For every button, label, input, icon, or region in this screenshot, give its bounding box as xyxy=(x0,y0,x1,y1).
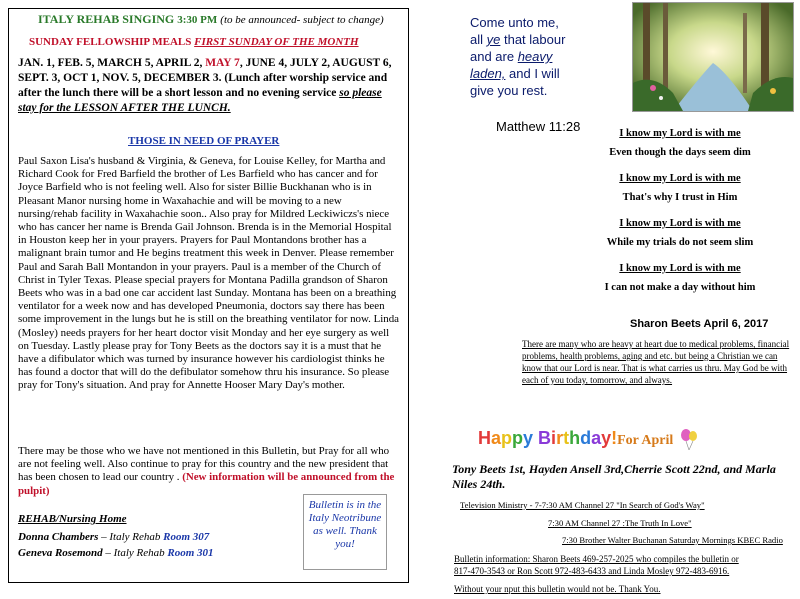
verse-line xyxy=(470,48,625,65)
info-line: Bulletin information: Sharon Beets 469-257-2025 who compiles the bulletin or xyxy=(454,554,739,564)
verse-line xyxy=(470,65,625,82)
rehab-singing-title: ITALY REHAB SINGING xyxy=(38,12,175,26)
birthday-letter: y xyxy=(523,428,534,448)
verse-line xyxy=(470,31,625,48)
rehab-row xyxy=(18,547,214,559)
birthday-names: Tony Beets 1st, Hayden Ansell 3rd,Cherrie Scott 22nd, and Marla Niles 24th. xyxy=(452,462,776,491)
poem-line: While my trials do not seem slim xyxy=(606,237,754,248)
balloons-icon xyxy=(678,428,700,450)
info-line: Without your nput this bulletin would not be. Thank You. xyxy=(454,584,661,594)
rehab-singing-line xyxy=(38,12,384,27)
verse-line: Come unto me, xyxy=(470,15,559,30)
rehab-name: Geneva Rosemond xyxy=(18,547,103,559)
dates-may: MAY 7 xyxy=(205,57,240,69)
forest-stream-picture xyxy=(632,2,794,112)
birthday-letter: i xyxy=(551,428,557,448)
tv-line: 7:30 AM Channel 27 :The Truth In Love" xyxy=(548,518,692,528)
dates-before-may: JAN. 1, FEB. 5, MARCH 5, APRIL 2, xyxy=(18,57,203,69)
prayer-closing-red: (New information will be announced from the pulpit) xyxy=(18,471,395,497)
for-april-text: For April xyxy=(617,433,674,448)
verse-part: ye xyxy=(486,32,501,47)
rehab-row xyxy=(18,531,209,543)
rehab-singing-note: (to be announced- subject to change) xyxy=(220,14,384,26)
verse-part: and I will xyxy=(505,66,560,81)
verse-part: all xyxy=(470,32,487,47)
rehab-nursing-heading: REHAB/Nursing Home xyxy=(18,513,127,525)
birthday-letter: d xyxy=(580,428,592,448)
verse-part: and are xyxy=(470,49,518,64)
rehab-singing-time: 3:30 PM xyxy=(177,14,218,26)
dates-underlined: so please stay for the LESSON AFTER THE LUNCH. xyxy=(18,87,382,114)
verse-reference: Matthew 11:28 xyxy=(496,119,581,134)
birthday-letter: B xyxy=(538,428,552,448)
poem-line: Even though the days seem dim xyxy=(609,147,751,158)
birthday-letter: a xyxy=(491,428,502,448)
birthday-letter: h xyxy=(569,428,581,448)
birthday-letter: a xyxy=(591,428,602,448)
prayer-heading: THOSE IN NEED OF PRAYER xyxy=(128,135,280,147)
heavy-heart-text: There are many who are heavy at heart due to medical problems, financial problems, health problems, aging and etc. but being a Christian we can know that our Lord is near. That is what carries us thru. May God be with each of you today, tomorrow, and always. xyxy=(522,339,790,385)
birthday-letter: H xyxy=(478,428,491,448)
rehab-place: – Italy Rehab xyxy=(105,547,165,559)
rehab-place: – Italy Rehab xyxy=(101,531,161,543)
birthday-banner xyxy=(478,428,700,450)
birthday-letter: r xyxy=(556,428,564,448)
poem-line: I can not make a day without him xyxy=(604,282,756,293)
poem-line: I know my Lord is with me xyxy=(619,128,741,139)
fellowship-line xyxy=(29,36,359,48)
dates-after-may: , JUNE 4, JULY 2, AUGUST 6, SEPT. 3, OCT 1, NOV. 5, DECEMBER 3. (Lunch after worship service and after the lunch there will be a short lesson and no evening service xyxy=(18,57,392,99)
birthday-letter: ! xyxy=(611,428,618,448)
verse-part: laden, xyxy=(470,66,506,81)
verse-part: heavy xyxy=(517,49,553,64)
poem-line: I know my Lord is with me xyxy=(619,218,741,229)
poem-line: I know my Lord is with me xyxy=(619,263,741,274)
rehab-room: Room 307 xyxy=(163,531,210,543)
fellowship-label: SUNDAY FELLOWSHIP MEALS xyxy=(29,36,192,48)
poem-line: I know my Lord is with me xyxy=(619,173,741,184)
happy-birthday-text xyxy=(478,428,617,448)
birthday-letter: y xyxy=(601,428,612,448)
meal-dates xyxy=(18,56,398,116)
verse-line: give you rest. xyxy=(470,83,548,98)
birthday-letter: t xyxy=(563,428,570,448)
prayer-closing xyxy=(18,445,400,498)
bulletin-note: Bulletin is in the Italy Neotribune as well. Thank you! xyxy=(303,494,387,570)
forest-painting-icon xyxy=(633,3,793,111)
rehab-room: Room 301 xyxy=(167,547,214,559)
bible-verse xyxy=(470,14,625,99)
fellowship-sub: FIRST SUNDAY OF THE MONTH xyxy=(194,36,359,48)
verse-part: that labour xyxy=(500,32,566,47)
birthday-letter: p xyxy=(501,428,513,448)
poem xyxy=(560,124,800,297)
rehab-name: Donna Chambers xyxy=(18,531,99,543)
birthday-letter: p xyxy=(512,428,524,448)
tv-line: Television Ministry - 7-7:30 AM Channel 27 "In Search of God's Way" xyxy=(460,500,705,510)
prayer-closing-text: There may be those who we have not mentioned in this Bulletin, but Pray for all who are not feeling well. Also continue to pray for this country and the new president that has been chosen to lead our country . xyxy=(18,445,390,484)
prayer-body: Paul Saxon Lisa's husband & Virginia, & Geneva, for Louise Kelley, for Martha and Richard Cook for Fred Barfield the brother of Les Barfield who has cancer and for Joyce Barfield who is not feeling well. Also for sister Billie Buckhanan who is in Pleasant Manor nursing home in Waxahachie and will be moving to a new nursing/rehab facility in Waxahachie soon.. Also pray for Mildred Leckiwiczs's niece who has cancer her name is Brenda Gail Johnson. Brenda is in the Memorial Hospital in Houston keep her in your prayers. Prayers for Paul Montandons brother has a malignant brain tumor and He begins treatment this week in Denver. Please remember Paul and Sarah Ball Montandon in your prayers. Paul is a member of the Church of Christ in Tyler Texas. Please special prayers for Montana Padilla grandson of Sharon Beets who was in a bad one car accident last Sunday. Montana has been on a breathing ventilator for a week now and has developed Pneumonia, doctors say there has been some improvement in the lungs but he is still on the breathing ventilator for now. Linda (Mosley) needs prayers for her heart doctor visit Monday and her eye surgery as well on Tuesday. Lastly please pray for Tony Beets as the doctors say it is a must that he have a difibulator which was turned by insurance however his cardiologist thinks he has found a doctor that will do the defibulator somehow thru his insurance. So please pray for Tony's situation. And pray for Annette Hooser Mary Day's mother. xyxy=(18,155,400,392)
poem-line: That's why I trust in Him xyxy=(622,192,738,203)
poem-signature: Sharon Beets April 6, 2017 xyxy=(630,318,769,330)
tv-line: 7:30 Brother Walter Buchanan Saturday Mornings KBEC Radio xyxy=(562,535,783,545)
info-line: 817-470-3543 or Ron Scott 972-483-6433 and Linda Mosley 972-483-6916. xyxy=(454,566,730,576)
